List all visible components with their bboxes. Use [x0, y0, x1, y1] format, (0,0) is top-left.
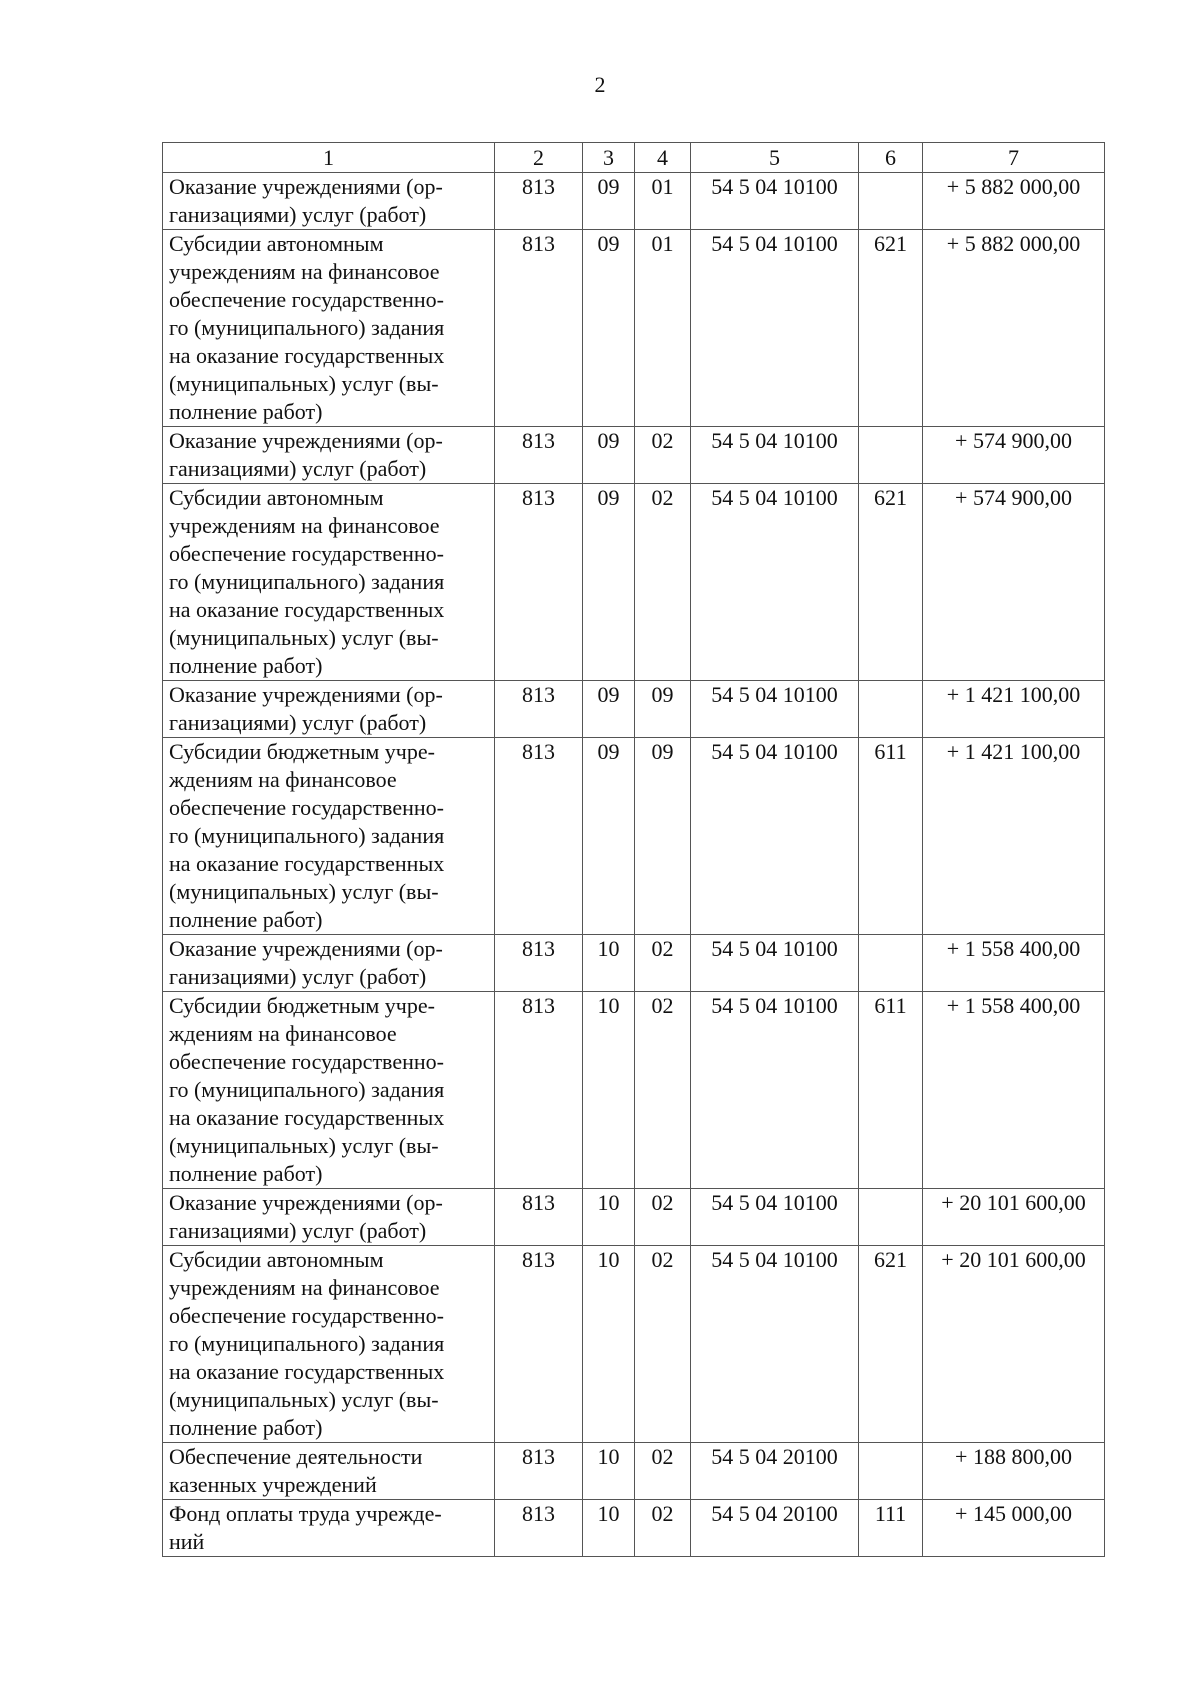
target-item-code: 54 5 04 10100 [691, 935, 859, 992]
description-line: учреждениям на финансовое [169, 1275, 440, 1300]
table-row [163, 738, 1105, 935]
description-line: (муниципальных) услуг (вы- [169, 1133, 439, 1158]
description-line: на оказание государственных [169, 597, 445, 622]
ministry-code: 813 [495, 1443, 583, 1500]
description-line: полнение работ) [169, 1161, 323, 1186]
subsection-code: 09 [635, 738, 691, 935]
description-line: полнение работ) [169, 907, 323, 932]
description-line: Обеспечение деятельности [169, 1444, 423, 1469]
description-line: обеспечение государственно- [169, 1303, 444, 1328]
description-line: Фонд оплаты труда учрежде- [169, 1501, 442, 1526]
column-header: 4 [635, 143, 691, 173]
section-code: 09 [583, 173, 635, 230]
section-code: 10 [583, 1443, 635, 1500]
expense-type-code [859, 681, 923, 738]
description-line: го (муниципального) задания [169, 1077, 445, 1102]
section-code: 10 [583, 1246, 635, 1443]
amount: + 1 558 400,00 [923, 992, 1105, 1189]
description-line: го (муниципального) задания [169, 1331, 445, 1356]
expense-type-code [859, 1189, 923, 1246]
row-description [163, 230, 495, 427]
expense-type-code [859, 1443, 923, 1500]
ministry-code: 813 [495, 738, 583, 935]
row-description [163, 1443, 495, 1500]
table-header-row [163, 143, 1105, 173]
section-code: 10 [583, 1500, 635, 1557]
subsection-code: 02 [635, 992, 691, 1189]
target-item-code: 54 5 04 20100 [691, 1443, 859, 1500]
description-line: обеспечение государственно- [169, 795, 444, 820]
page-number: 2 [594, 72, 606, 97]
ministry-code: 813 [495, 1189, 583, 1246]
amount: + 574 900,00 [923, 427, 1105, 484]
target-item-code: 54 5 04 20100 [691, 1500, 859, 1557]
description-line: полнение работ) [169, 1415, 323, 1440]
section-code: 10 [583, 935, 635, 992]
expense-type-code: 611 [859, 738, 923, 935]
description-line: ждениям на финансовое [169, 1021, 397, 1046]
table-row [163, 681, 1105, 738]
expense-type-code [859, 173, 923, 230]
column-header: 5 [691, 143, 859, 173]
section-code: 09 [583, 738, 635, 935]
description-line: ганизациями) услуг (работ) [169, 1218, 427, 1243]
table-row [163, 1500, 1105, 1557]
description-line: обеспечение государственно- [169, 541, 444, 566]
description-line: на оказание государственных [169, 343, 445, 368]
target-item-code: 54 5 04 10100 [691, 681, 859, 738]
description-line: го (муниципального) задания [169, 569, 445, 594]
description-line: Субсидии бюджетным учре- [169, 739, 435, 764]
section-code: 09 [583, 681, 635, 738]
subsection-code: 02 [635, 1500, 691, 1557]
column-header: 1 [163, 143, 495, 173]
description-line: Субсидии автономным [169, 231, 384, 256]
table-row [163, 935, 1105, 992]
expense-type-code: 621 [859, 484, 923, 681]
subsection-code: 02 [635, 427, 691, 484]
description-line: ганизациями) услуг (работ) [169, 456, 427, 481]
ministry-code: 813 [495, 681, 583, 738]
description-line: ганизациями) услуг (работ) [169, 202, 427, 227]
row-description [163, 484, 495, 681]
description-line: обеспечение государственно- [169, 287, 444, 312]
description-line: (муниципальных) услуг (вы- [169, 625, 439, 650]
expense-type-code: 621 [859, 230, 923, 427]
description-line: ганизациями) услуг (работ) [169, 964, 427, 989]
subsection-code: 09 [635, 681, 691, 738]
description-line: Субсидии бюджетным учре- [169, 993, 435, 1018]
subsection-code: 01 [635, 230, 691, 427]
description-line: ганизациями) услуг (работ) [169, 710, 427, 735]
target-item-code: 54 5 04 10100 [691, 1189, 859, 1246]
expense-type-code: 611 [859, 992, 923, 1189]
description-line: (муниципальных) услуг (вы- [169, 371, 439, 396]
description-line: казенных учреждений [169, 1472, 377, 1497]
target-item-code: 54 5 04 10100 [691, 738, 859, 935]
description-line: Оказание учреждениями (ор- [169, 1190, 443, 1215]
row-description [163, 935, 495, 992]
subsection-code: 02 [635, 935, 691, 992]
table-row [163, 992, 1105, 1189]
amount: + 1 558 400,00 [923, 935, 1105, 992]
ministry-code: 813 [495, 1246, 583, 1443]
description-line: ний [169, 1529, 205, 1554]
row-description [163, 173, 495, 230]
amount: + 20 101 600,00 [923, 1189, 1105, 1246]
description-line: Оказание учреждениями (ор- [169, 682, 443, 707]
section-code: 10 [583, 1189, 635, 1246]
ministry-code: 813 [495, 935, 583, 992]
description-line: обеспечение государственно- [169, 1049, 444, 1074]
subsection-code: 01 [635, 173, 691, 230]
amount: + 1 421 100,00 [923, 738, 1105, 935]
ministry-code: 813 [495, 230, 583, 427]
amount: + 5 882 000,00 [923, 230, 1105, 427]
amount: + 145 000,00 [923, 1500, 1105, 1557]
amount: + 1 421 100,00 [923, 681, 1105, 738]
amount: + 188 800,00 [923, 1443, 1105, 1500]
ministry-code: 813 [495, 992, 583, 1189]
description-line: полнение работ) [169, 653, 323, 678]
description-line: Субсидии автономным [169, 1247, 384, 1272]
column-header: 6 [859, 143, 923, 173]
row-description [163, 681, 495, 738]
amount: + 20 101 600,00 [923, 1246, 1105, 1443]
amount: + 574 900,00 [923, 484, 1105, 681]
column-header: 7 [923, 143, 1105, 173]
table-row [163, 427, 1105, 484]
description-line: на оказание государственных [169, 1105, 445, 1130]
description-line: Оказание учреждениями (ор- [169, 936, 443, 961]
description-line: на оказание государственных [169, 1359, 445, 1384]
subsection-code: 02 [635, 1246, 691, 1443]
description-line: Оказание учреждениями (ор- [169, 174, 443, 199]
table-row [163, 1443, 1105, 1500]
description-line: полнение работ) [169, 399, 323, 424]
expense-type-code [859, 935, 923, 992]
section-code: 09 [583, 484, 635, 681]
target-item-code: 54 5 04 10100 [691, 230, 859, 427]
amount: + 5 882 000,00 [923, 173, 1105, 230]
subsection-code: 02 [635, 1443, 691, 1500]
section-code: 09 [583, 427, 635, 484]
target-item-code: 54 5 04 10100 [691, 1246, 859, 1443]
expense-type-code: 111 [859, 1500, 923, 1557]
section-code: 09 [583, 230, 635, 427]
row-description [163, 1189, 495, 1246]
target-item-code: 54 5 04 10100 [691, 173, 859, 230]
budget-table [162, 142, 1105, 1557]
description-line: Субсидии автономным [169, 485, 384, 510]
table-row [163, 230, 1105, 427]
description-line: го (муниципального) задания [169, 823, 445, 848]
description-line: Оказание учреждениями (ор- [169, 428, 443, 453]
target-item-code: 54 5 04 10100 [691, 427, 859, 484]
column-header: 2 [495, 143, 583, 173]
ministry-code: 813 [495, 484, 583, 681]
row-description [163, 1246, 495, 1443]
subsection-code: 02 [635, 1189, 691, 1246]
table-row [163, 1246, 1105, 1443]
subsection-code: 02 [635, 484, 691, 681]
row-description [163, 992, 495, 1189]
description-line: учреждениям на финансовое [169, 513, 440, 538]
table-body [163, 173, 1105, 1557]
table-row [163, 173, 1105, 230]
ministry-code: 813 [495, 173, 583, 230]
table-row [163, 484, 1105, 681]
target-item-code: 54 5 04 10100 [691, 992, 859, 1189]
description-line: (муниципальных) услуг (вы- [169, 879, 439, 904]
ministry-code: 813 [495, 427, 583, 484]
table-row [163, 1189, 1105, 1246]
target-item-code: 54 5 04 10100 [691, 484, 859, 681]
expense-type-code: 621 [859, 1246, 923, 1443]
description-line: учреждениям на финансовое [169, 259, 440, 284]
ministry-code: 813 [495, 1500, 583, 1557]
description-line: ждениям на финансовое [169, 767, 397, 792]
row-description [163, 1500, 495, 1557]
description-line: на оказание государственных [169, 851, 445, 876]
section-code: 10 [583, 992, 635, 1189]
description-line: го (муниципального) задания [169, 315, 445, 340]
column-header: 3 [583, 143, 635, 173]
expense-type-code [859, 427, 923, 484]
row-description [163, 427, 495, 484]
description-line: (муниципальных) услуг (вы- [169, 1387, 439, 1412]
row-description [163, 738, 495, 935]
